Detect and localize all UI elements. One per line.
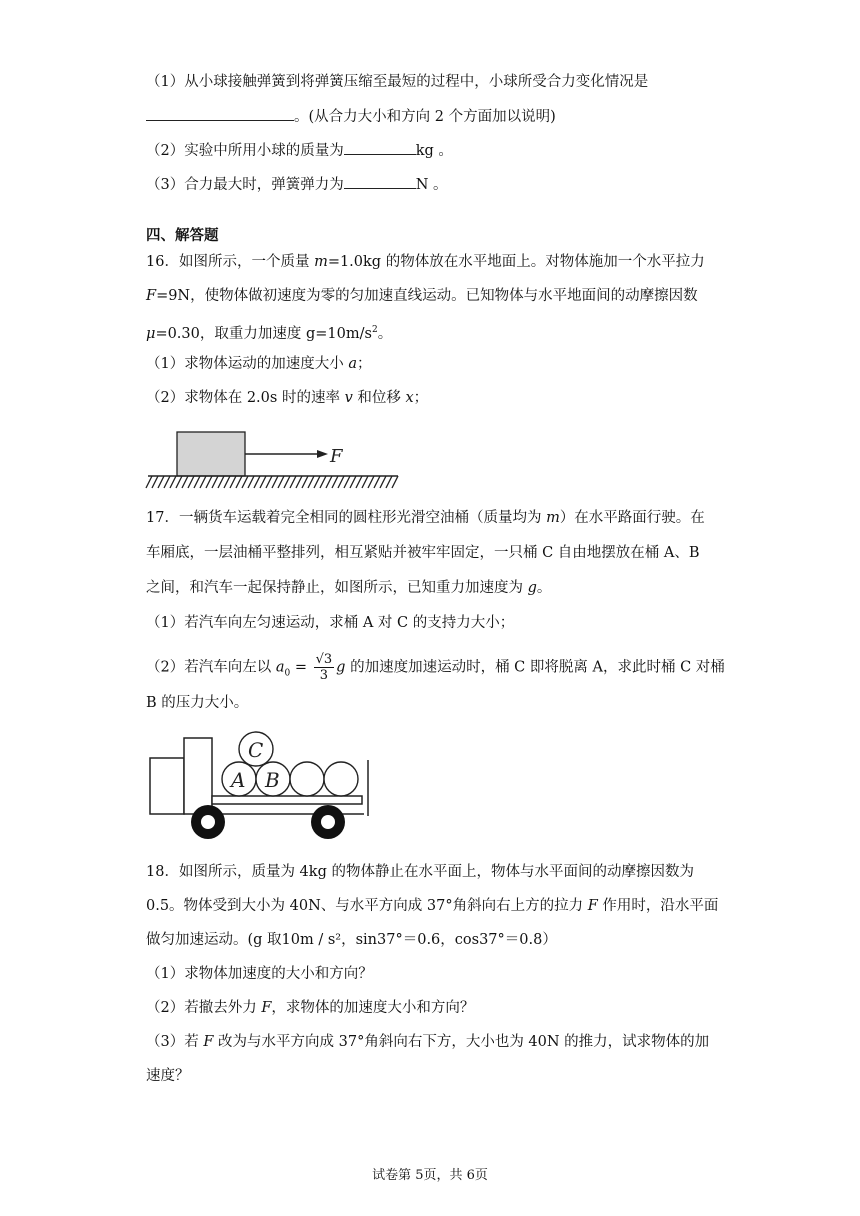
q17-line3: 之间，和汽车一起保持静止，如图所示，已知重力加速度为 g。 xyxy=(146,580,552,596)
q18-line2: 0.5。物体受到大小为 40N、与水平方向成 37°角斜向右上方的拉力 F 作用时，沿水平面 xyxy=(146,898,719,914)
q18-sub1: （1）求物体加速度的大小和方向？ xyxy=(146,966,373,982)
ground-hatching xyxy=(146,476,398,488)
q18-line1: 18．如图所示，质量为 4kg 的物体静止在水平面上，物体与水平面间的动摩擦因数为 xyxy=(146,864,694,880)
q16-sub2: （2）求物体在 2.0s 时的速率 v 和位移 x； xyxy=(146,390,429,406)
sqrt3-over-3-fraction: $\frac{√3}{3}$ xyxy=(315,652,333,683)
section-title: 四、解答题 xyxy=(146,227,219,244)
barrel xyxy=(290,762,324,796)
q18-sub3-cont: 速度？ xyxy=(146,1068,190,1084)
q16-sub1: （1）求物体运动的加速度大小 a； xyxy=(146,356,372,372)
arrow-head xyxy=(317,450,328,458)
q16-line3: μ=0.30，取重力加速度 $g=10m/s^2$。 xyxy=(146,325,393,342)
barrel-b-label: B xyxy=(265,768,280,792)
answer-blank[interactable] xyxy=(344,174,416,189)
force-label: F xyxy=(330,446,343,467)
q18-sub2: （2）若撤去外力 F，求物体的加速度大小和方向？ xyxy=(146,1000,475,1016)
q15-part1-line2: 。(从合力大小和方向 2 个方面加以说明) xyxy=(146,106,556,127)
q15-part3: （3）合力最大时，弹簧弹力为 N 。 xyxy=(146,174,448,195)
q15-part2: （2）实验中所用小球的质量为 kg 。 xyxy=(146,140,453,161)
q17-sub2-cont: B 的压力大小。 xyxy=(146,695,249,711)
q17-line1: 17．一辆货车运载着完全相同的圆柱形光滑空油桶（质量均为 m）在水平路面行驶。在 xyxy=(146,510,705,526)
rear-wheel-hub xyxy=(321,815,335,829)
barrel-c-label: C xyxy=(248,738,264,762)
q17-sub1: （1）若汽车向左匀速运动，求桶 A 对 C 的支持力大小； xyxy=(146,615,515,631)
answer-blank[interactable] xyxy=(344,140,416,155)
page-footer: 试卷第 5页，共 6页 xyxy=(372,1168,488,1183)
truck-cab xyxy=(184,738,212,814)
q18-sub3: （3）若 F 改为与水平方向成 37°角斜向右下方，大小也为 40N 的推力，试求物体的加 xyxy=(146,1034,710,1050)
truck-bed xyxy=(212,796,362,804)
q18-line3: 做匀加速运动。(g 取10m / s²，sin37°＝0.6，cos37°＝0.8） xyxy=(146,932,557,948)
q16-line2: F=9N，使物体做初速度为零的匀加速直线运动。已知物体与水平地面间的动摩擦因数 xyxy=(146,288,698,304)
truck-cab-front xyxy=(150,758,184,814)
q16-figure xyxy=(140,424,410,494)
barrel-a-label: A xyxy=(231,768,246,792)
q17-truck-figure xyxy=(146,728,386,843)
answer-blank[interactable] xyxy=(146,106,294,121)
q17-line2: 车厢底，一层油桶平整排列，相互紧贴并被牢牢固定，一只桶 C 自由地摆放在桶 A、B xyxy=(146,545,700,561)
front-wheel-hub xyxy=(201,815,215,829)
q15-part1-line1: （1）从小球接触弹簧到将弹簧压缩至最短的过程中，小球所受合力变化情况是 xyxy=(146,74,649,90)
barrel xyxy=(324,762,358,796)
q17-sub2: （2）若汽车向左以 $a_0$ = $\frac{√3}{3}$ g 的加速度加速运动时，桶 C 即将脱离 A，求此时桶 C 对桶 xyxy=(146,652,725,683)
q16-line1: 16．如图所示，一个质量 m=1.0kg 的物体放在水平地面上。对物体施加一个水平拉力 xyxy=(146,254,705,270)
block xyxy=(177,432,245,476)
